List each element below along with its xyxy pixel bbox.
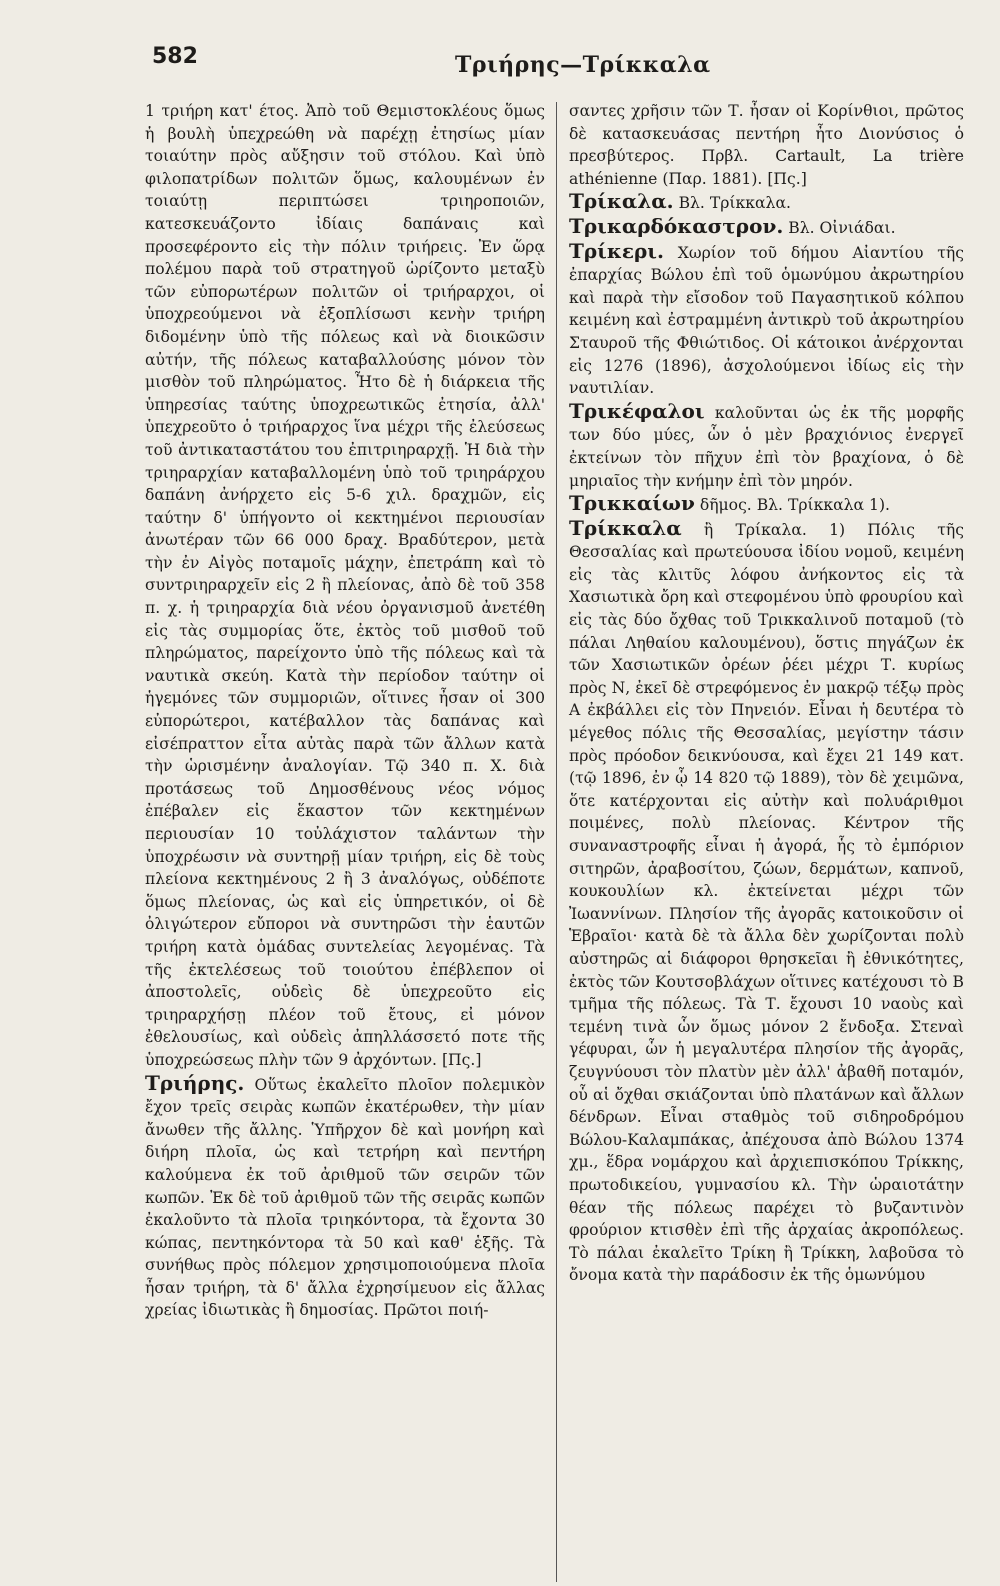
entry-trikala-ref — [569, 190, 964, 215]
right-paragraph: σαντες χρῆσιν τῶν Τ. ἦσαν οἱ Κορίνθιοι, πρῶτος δὲ κατασκευάσας πεντήρη ἦτο Διονύσιος ὁ πρεσβύτερος. Πρβλ. Cartault, La trière athénienne (Παρ. 1881). [Πς.] — [569, 102, 964, 188]
left-paragraph: 1 τριήρη κατ' έτος. Ἀπὸ τοῦ Θεμιστοκλέους ὅμως ἡ βουλὴ ὑπεχρεώθη νὰ παρέχῃ ἐτησίως μίαν τοιαύτην πρὸς αὔξησιν τοῦ στόλου. Καὶ ὑπὸ φιλοπατρίδων πολιτῶν ὅμως, καλουμένων ἐν τοιαύτῃ περιπτώσει τριηροποιῶν, κατεσκευάζοντο ἰδίαις δαπάναις καὶ προσεφέροντο εἰς τὴν πόλιν τριήρεις. Ἐν ὥρᾳ πολέμου παρὰ τοῦ στρατηγοῦ ὡρίζοντο μεταξὺ τῶν εὐπορωτέρων πολιτῶν οἱ τριήραρχοι, οἱ ὑποχρεούμενοι νὰ ἐξοπλίσωσι κενὴν τριήρη διδομένην ὑπὸ τῆς πόλεως καὶ νὰ διοικῶσιν αὐτήν, τῆς πόλεως καταβαλλούσης μόνον τὸν μισθὸν τοῦ πληρώματος. Ἦτο δὲ ἡ διάρκεια τῆς ὑπηρεσίας ταύτης ὑποχρεωτικῶς ἐτησία, ἀλλ' ὑπεχρεοῦτο ὁ τριήραρχος ἵνα μέχρι τῆς ἐλεύσεως τοῦ ἀντικαταστάτου του ἐπιτριηραρχῇ. Ἡ διὰ τὴν τριηραρχίαν καταβαλλομένη ὑπὸ τοῦ τριηράρχου δαπάνη ἀνήρχετο εἰς 5-6 χιλ. δραχμῶν, εἰς ταύτην δ' ὑπήγοντο οἱ κεκτημένοι περιουσίαν ἀνωτέραν τῶν 66 000 δραχ. Βραδύτερον, μετὰ τὴν ἐν Αἰγὸς ποταμοῖς μάχην, ἐπετράπη καὶ τὸ συντριηραρχεῖν εἰς 2 ἢ πλείονας, ἀπὸ δὲ τοῦ 358 π. χ. ἡ τριηραρχία διὰ νέου ὀργανισμοῦ ἀνετέθη εἰς τὰς συμμορίας ὅτε, ἐκτὸς τοῦ μισθοῦ τοῦ πληρώματος, παρείχοντο ὑπὸ τῆς πόλεως καὶ τὰ ναυτικὰ σκεύη. Κατὰ τὴν περίοδον ταύτην οἱ ἡγεμόνες τῶν συμμοριῶν, οἵτινες ἦσαν οἱ 300 εὐπορώτεροι, κατέβαλλον τὰς δαπάνας καὶ εἰσέπραττον εἶτα αὐτὰς παρὰ τῶν ἄλλων κατὰ τὴν ὡρισμένην ἀναλογίαν. Τῷ 340 π. Χ. διὰ προτάσεως τοῦ Δημοσθένους νέος νόμος ἐπέβαλεν εἰς ἕκαστον τῶν κεκτημένων περιουσίαν 10 τοὐλάχιστον ταλάντων τὴν ὑποχρέωσιν νὰ συντηρῇ μίαν τριήρη, εἰς δὲ τοὺς πλείονα κεκτημένους 2 ἢ 3 ἀναλόγως, οὐδέποτε ὅμως πλείονας, ὡς καὶ εἰς ὑπηρετικόν, οἱ δὲ ὀλιγώτερον εὔποροι νὰ συντηρῶσι τὴν ἑαυτῶν τριήρη κατὰ ὁμάδας συντελείας λεγομένας. Τὰ τῆς ἐκτελέσεως τοῦ τοιούτου ἐπέβλεπον οἱ ἀποστολεῖς, οὐδεὶς δὲ ὑπεχρεοῦτο εἰς τριηραρχήσῃ πλέον τοῦ ἔτους, εἰ μόνον ἐθελουσίως, καὶ οὐδεὶς ἀπηλλάσσετό ποτε τῆς ὑποχρεώσεως πλὴν τῶν 9 ἀρχόντων. [Πς.] — [145, 102, 545, 1069]
entry-trieres — [145, 1072, 545, 1323]
entry-text: δῆμος. Βλ. Τρίκκαλα 1). — [699, 496, 891, 515]
entry-trikeri — [569, 240, 964, 400]
running-head: Τριήρης—Τρίκκαλα — [455, 52, 711, 78]
entry-text: καλοῦνται ὡς ἐκ τῆς μορφῆς των δύο μύες, ὧν ὁ μὲν βραχιόνιος ἐνεργεῖ ἐκτείνων τὸν πῆχυν ἐπὶ τὸν βραχίονα, ὁ δὲ μηριαῖος τὴν κνήμην ἐπὶ τὸν μηρόν. — [569, 403, 964, 490]
page-number: 582 — [152, 44, 198, 69]
entry-text: ἢ Τρίκαλα. 1) Πόλις τῆς Θεσσαλίας καὶ πρωτεύουσα ἰδίου νομοῦ, κειμένη εἰς τὰς κλιτῦς λόφου ἀνήκοντος εἰς τὰ Χασιωτικὰ ὄρη καὶ στεφομένου ὑπὸ φρουρίου καὶ εἰς τὰς δύο ὄχθας τοῦ Τρικκαλινοῦ ποταμοῦ (τὸ πάλαι Ληθαίου καλουμένου), ὅστις πηγάζων ἐκ τῶν Χασιωτικῶν ὀρέων ῥέει μέχρι Τ. κυρίως πρὸς Ν, ἐκεῖ δὲ στρεφόμενος ἐν μακρῷ τέξῳ πρὸς Α ἐκβάλλει εἰς τὸν Πηνειόν. Εἶναι ἡ δευτέρα τὸ μέγεθος πόλις τῆς Θεσσαλίας, μεγίστην τάσιν πρὸς πρόοδον δεικνύουσα, καὶ ἔχει 21 149 κατ. (τῷ 1896, ἐν ᾧ 14 820 τῷ 1889), τὸν δὲ χειμῶνα, ὅτε κατέρχονται εἰς αὐτὴν καὶ πολυάριθμοι ποιμένες, πολὺ πλείονας. Κέντρον τῆς συναναστροφῆς εἶναι ἡ ἀγορά, ἧς τὸ ἐμπόριον σιτηρῶν, ἀραβοσίτου, ζώων, δερμάτων, καπνοῦ, κουκουλίων κλ. ἐκτείνεται μέχρι τῶν Ἰωαννίνων. Πλησίον τῆς ἀγορᾶς κατοικοῦσιν οἱ Ἑβραῖοι· κατὰ δὲ τὰ ἄλλα δὲν χωρίζονται πολὺ αὐστηρῶς αἱ διάφοροι θρησκεῖαι ἢ ἐθνικότητες, ἐκτὸς τῶν Κουτσοβλάχων οἵτινες κατέχουσι τὸ Β τμῆμα τῆς πόλεως. Τὰ Τ. ἔχουσι 10 ναοὺς καὶ τεμένη τινὰ ὧν ὅμως μόνον 2 ἔνδοξα. Στεναὶ γέφυραι, ὧν ἡ μεγαλυτέρα πλησίον τῆς ἀγορᾶς, ζευγνύουσι τὸν πλατὺν μὲν ἀλλ' ἀβαθῆ ποταμόν, οὗ αἱ ὄχθαι σκιάζονται ὑπὸ πλατάνων καὶ ἄλλων δένδρων. Εἶναι σταθμὸς τοῦ σιδηροδρόμου Βώλου-Καλαμπάκας, ἀπέχουσα ἀπὸ Βώλου 1374 χμ., ἕδρα νομάρχου καὶ ἀρχιεπισκόπου Τρίκκης, πρωτοδικείου, γυμνασίου κλ. Τὴν ὡραιοτάτην θέαν τῆς πόλεως παρέχει τὸ βυζαντινὸν φρούριον κτισθὲν ἐπὶ τῆς ἀρχαίας ἀκροπόλεως. Τὸ πάλαι ἐκαλεῖτο Τρίκη ἢ Τρίκκη, λαβοῦσα τὸ ὄνομα κατὰ τὴν παράδοσιν ἐκ τῆς ὁμωνύμου — [569, 520, 964, 1285]
headword: Τρικκαίων — [569, 491, 695, 516]
headword: Τρικέφαλοι — [569, 398, 705, 423]
left-column — [145, 100, 545, 1322]
right-column — [569, 100, 964, 1287]
headword: Τρικαρδόκαστρον. — [569, 213, 784, 238]
column-divider — [556, 102, 557, 1582]
entry-text: Χωρίον τοῦ δήμου Αἰαντίου τῆς ἐπαρχίας Βώλου ἐπὶ τοῦ ὁμωνύμου ἀκρωτηρίου καὶ παρὰ τὴν εἴσοδον τοῦ Παγασητικοῦ κόλπου κειμένη καὶ ἐστραμμένη ἀντικρὺ τοῦ ἀκρωτηρίου Σταυροῦ τῆς Φθιώτιδος. Οἱ κάτοικοι ἀνέρχονται εἰς 1276 (1896), ἀσχολούμενοι ἰδίως εἰς τὴν ναυτιλίαν. — [569, 243, 965, 398]
entry-text: Βλ. Τρίκκαλα. — [678, 194, 791, 213]
entry-text: Βλ. Οἰνιάδαι. — [788, 218, 896, 237]
entry-trikefaloi — [569, 400, 964, 492]
headword: Τρίκερι. — [569, 238, 664, 263]
entry-trikardokastron — [569, 215, 964, 240]
entry-trikkaion — [569, 492, 964, 517]
headword: Τρίκκαλα — [569, 515, 682, 540]
headword: Τρίκαλα. — [569, 189, 674, 214]
headword: Τριήρης. — [145, 1070, 245, 1095]
entry-trikkala — [569, 517, 964, 1287]
entry-text: Οὕτως ἐκαλεῖτο πλοῖον πολεμικὸν ἔχον τρεῖς σειρὰς κωπῶν ἑκατέρωθεν, τὴν μίαν ἄνωθεν τῆς ἄλλης. Ὑπῆρχον δὲ καὶ μονήρη καὶ διήρη πλοῖα, ὡς καὶ τετρήρη καὶ πεντήρη καλούμενα ἐκ τοῦ ἀριθμοῦ τῶν σειρῶν τῶν κωπῶν. Ἐκ δὲ τοῦ ἀριθμοῦ τῶν τῆς σειρᾶς κωπῶν ἐκαλοῦντο τὰ πλοῖα τριηκόντορα, τὰ ἔχοντα 30 κώπας, πεντηκόντορα τὰ 50 καὶ καθ' ἑξῆς. Τὰ συνήθως πρὸς πόλεμον χρησιμοποιούμενα πλοῖα ἦσαν τριήρη, τὰ δ' ἄλλα ἐχρησίμευον εἰς ἄλλας χρείας ἰδιωτικὰς ἢ δημοσίας. Πρῶτοι ποιή- — [145, 1075, 545, 1320]
